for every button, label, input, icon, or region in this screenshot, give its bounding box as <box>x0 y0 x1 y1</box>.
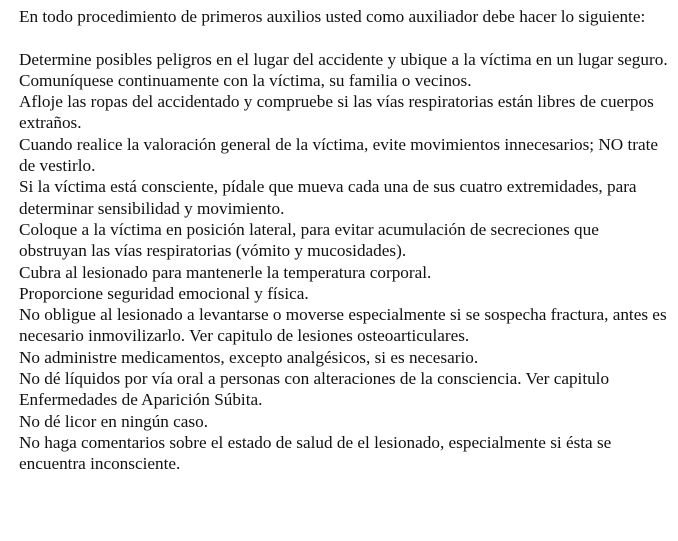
intro-paragraph: En todo procedimiento de primeros auxilios usted como auxiliador debe hacer lo siguiente: <box>19 7 646 26</box>
list-item: Cuando realice la valoración general de la víctima, evite movimientos innecesarios; NO trate de vestirlo. <box>19 134 659 176</box>
list-item: No dé licor en ningún caso. <box>19 411 209 431</box>
list-item: No dé líquidos por vía oral a personas con alteraciones de la consciencia. Ver capitulo Enfermedades de Aparición Súbita. <box>19 369 610 410</box>
list-item: Cubra al lesionado para mantenerle la temperatura corporal. <box>19 262 432 282</box>
list-item: Afloje las ropas del accidentado y compruebe si las vías respiratorias están libres de cuerpos extraños. <box>19 92 654 133</box>
list-item: No administre medicamentos, excepto analgésicos, si es necesario. <box>19 347 479 367</box>
list-item: Comuníquese continuamente con la víctima, su familia o vecinos. <box>19 70 472 90</box>
document-body <box>19 6 669 475</box>
list-item: No haga comentarios sobre el estado de salud de el lesionado, especialmente si ésta se encuentra inconsciente. <box>19 432 612 474</box>
list-item: Coloque a la víctima en posición lateral, para evitar acumulación de secreciones que obstruyan las vías respiratorias (vómito y mucosidades). <box>19 219 599 261</box>
list-item: No obligue al lesionado a levantarse o moverse especialmente si se sospecha fractura, antes es necesario inmovilizarlo. Ver capitulo de lesiones osteoarticulares. <box>19 305 667 346</box>
list-item: Determine posibles peligros en el lugar del accidente y ubique a la víctima en un lugar seguro. <box>19 49 668 69</box>
list-item: Proporcione seguridad emocional y física. <box>19 283 309 303</box>
list-item: Si la víctima está consciente, pídale que mueva cada una de sus cuatro extremidades, para determinar sensibilidad y movimiento. <box>19 177 637 218</box>
